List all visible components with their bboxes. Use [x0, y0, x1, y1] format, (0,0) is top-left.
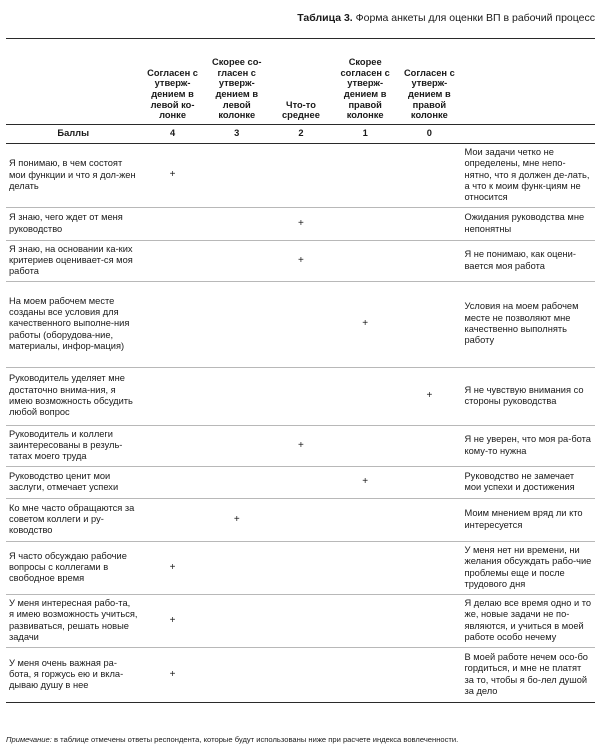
table-row — [6, 498, 595, 541]
statement-right: Я делаю все время одно и то же, новые задачи не по-являются, и учиться в моей работе особо нечему — [461, 594, 595, 647]
header-row — [6, 39, 595, 125]
response-cell — [333, 240, 397, 281]
response-cell — [269, 594, 333, 647]
column-header: Скорее со-гласен с утверж-дением в левой колонке — [205, 39, 269, 125]
header-empty-right — [461, 39, 595, 125]
response-mark: + — [140, 594, 204, 647]
statement-left: У меня очень важная ра-бота, я горжусь ею и вкла-дываю душу в нее — [6, 647, 140, 702]
statement-right: В моей работе нечем осо-бо гордиться, и мне не платят за то, чтобы я бо-лел душой за дело — [461, 647, 595, 702]
scale-value: 2 — [269, 125, 333, 144]
response-cell — [140, 281, 204, 367]
response-cell — [333, 207, 397, 240]
statement-left: Я знаю, на основании ка-ких критериев оценивает-ся моя работа — [6, 240, 140, 281]
scale-value: 1 — [333, 125, 397, 144]
response-cell — [397, 207, 461, 240]
statement-left: Руководитель и коллеги заинтересованы в резуль-татах моего труда — [6, 425, 140, 466]
scale-empty — [461, 125, 595, 144]
note-label: Примечание: — [6, 735, 52, 744]
statement-left: Руководство ценит мои заслуги, отмечает успехи — [6, 466, 140, 498]
response-cell — [397, 541, 461, 594]
response-cell — [205, 207, 269, 240]
statement-right: Руководство не замечает мои успехи и достижения — [461, 466, 595, 498]
response-mark: + — [205, 498, 269, 541]
statement-left: У меня интересная рабо-та, я имею возможность учиться, развиваться, решать новые задачи — [6, 594, 140, 647]
statement-left: Я понимаю, в чем состоят мои функции и что я дол-жен делать — [6, 144, 140, 208]
response-cell — [140, 466, 204, 498]
column-header: Согласен с утверж-дением в левой ко-лонке — [140, 39, 204, 125]
column-header: Что-то среднее — [269, 39, 333, 125]
survey-table — [6, 38, 595, 703]
response-cell — [269, 647, 333, 702]
scale-row — [6, 125, 595, 144]
response-cell — [140, 240, 204, 281]
response-cell — [397, 425, 461, 466]
response-cell — [205, 647, 269, 702]
statement-right: У меня нет ни времени, ни желания обсуждать рабо-чие проблемы еще и после трудового дня — [461, 541, 595, 594]
response-cell — [333, 425, 397, 466]
table-row — [6, 425, 595, 466]
table-row — [6, 144, 595, 208]
statement-right: Я не уверен, что моя ра-бота кому-то нужна — [461, 425, 595, 466]
response-cell — [269, 281, 333, 367]
response-cell — [205, 144, 269, 208]
response-cell — [205, 425, 269, 466]
response-cell — [140, 498, 204, 541]
response-cell — [333, 498, 397, 541]
statement-left: Руководитель уделяет мне достаточно внима-ния, я имею возможность обсудить любой вопрос — [6, 367, 140, 425]
response-cell — [397, 498, 461, 541]
response-cell — [397, 281, 461, 367]
response-cell — [269, 498, 333, 541]
table-row — [6, 240, 595, 281]
response-cell — [397, 240, 461, 281]
response-cell — [205, 466, 269, 498]
response-cell — [333, 144, 397, 208]
table-caption — [297, 12, 595, 24]
response-cell — [205, 240, 269, 281]
response-mark: + — [269, 425, 333, 466]
response-cell — [333, 541, 397, 594]
table-row — [6, 647, 595, 702]
statement-right: Ожидания руководства мне непонятны — [461, 207, 595, 240]
statement-right: Я не понимаю, как оцени-вается моя работа — [461, 240, 595, 281]
response-mark: + — [397, 367, 461, 425]
table-note — [6, 735, 458, 744]
statement-right: Условия на моем рабочем месте не позволяют мне качественно выполнять работу — [461, 281, 595, 367]
statement-left: Я часто обсуждаю рабочие вопросы с коллегами в свободное время — [6, 541, 140, 594]
response-cell — [269, 466, 333, 498]
response-cell — [397, 466, 461, 498]
column-header: Согласен с утверж-дением в правой колонке — [397, 39, 461, 125]
scale-value: 3 — [205, 125, 269, 144]
statement-right: Мои задачи четко не определены, мне непо-нятно, что я должен де-лать, а что к моим функ-циям не относится — [461, 144, 595, 208]
scale-value: 4 — [140, 125, 204, 144]
table-caption-label: Таблица 3. — [297, 12, 353, 24]
response-mark: + — [269, 207, 333, 240]
statement-left: Я знаю, чего ждет от меня руководство — [6, 207, 140, 240]
header-empty-left — [6, 39, 140, 125]
response-mark: + — [269, 240, 333, 281]
response-cell — [140, 367, 204, 425]
note-text: в таблице отмечены ответы респондента, которые будут использованы ниже при расчете индекса вовлеченности. — [53, 735, 459, 744]
response-cell — [333, 367, 397, 425]
response-cell — [269, 541, 333, 594]
response-cell — [205, 594, 269, 647]
statement-left: На моем рабочем месте созданы все условия для качественного выполне-ния работы (оборудова-ние, материалы, инфор-мация) — [6, 281, 140, 367]
response-cell — [333, 594, 397, 647]
scale-value: 0 — [397, 125, 461, 144]
column-header: Скорее согласен с утверж-дением в правой колонке — [333, 39, 397, 125]
response-cell — [269, 144, 333, 208]
response-cell — [205, 281, 269, 367]
response-cell — [397, 647, 461, 702]
response-mark: + — [333, 466, 397, 498]
response-mark: + — [140, 144, 204, 208]
response-cell — [397, 594, 461, 647]
table-row — [6, 207, 595, 240]
table-row — [6, 466, 595, 498]
table-row — [6, 594, 595, 647]
response-mark: + — [333, 281, 397, 367]
table-caption-text: Форма анкеты для оценки ВП в рабочий процесс — [355, 12, 595, 24]
response-mark: + — [140, 647, 204, 702]
response-cell — [205, 541, 269, 594]
table-row — [6, 541, 595, 594]
statement-right: Я не чувствую внимания со стороны руководства — [461, 367, 595, 425]
response-cell — [140, 425, 204, 466]
table-row — [6, 281, 595, 367]
response-cell — [333, 647, 397, 702]
response-cell — [140, 207, 204, 240]
scale-label: Баллы — [6, 125, 140, 144]
table-row — [6, 367, 595, 425]
response-mark: + — [140, 541, 204, 594]
statement-left: Ко мне часто обращаются за советом коллеги и ру-ководство — [6, 498, 140, 541]
response-cell — [205, 367, 269, 425]
response-cell — [269, 367, 333, 425]
response-cell — [397, 144, 461, 208]
statement-right: Моим мнением вряд ли кто интересуется — [461, 498, 595, 541]
table-body — [6, 144, 595, 703]
